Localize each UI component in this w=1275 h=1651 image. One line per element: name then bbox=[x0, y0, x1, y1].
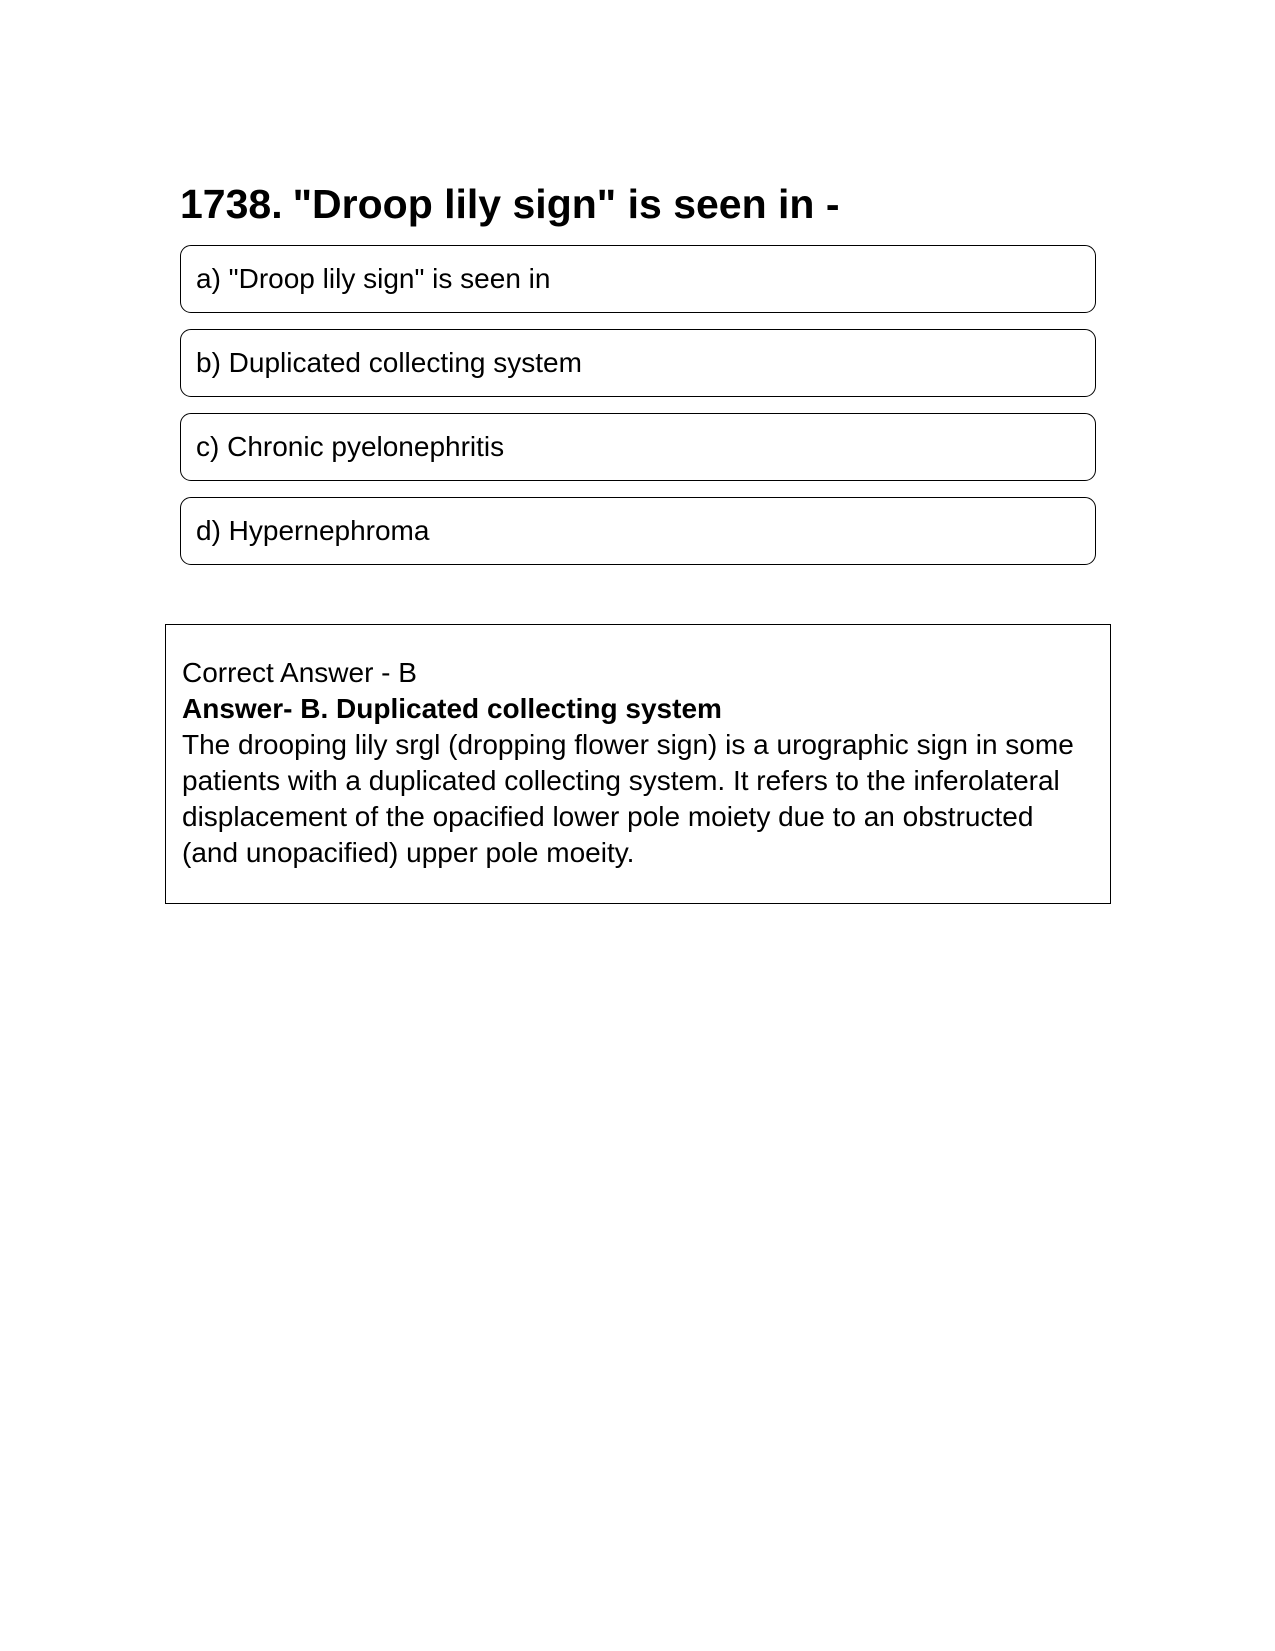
option-d[interactable]: d) Hypernephroma bbox=[180, 497, 1096, 565]
question-number: 1738. bbox=[180, 181, 283, 227]
option-c[interactable]: c) Chronic pyelonephritis bbox=[180, 413, 1096, 481]
answer-heading: Answer- B. Duplicated collecting system bbox=[182, 693, 722, 724]
correct-answer-line: Correct Answer - B bbox=[182, 657, 417, 688]
answer-explanation: The drooping lily srgl (dropping flower sign) is a urographic sign in some patients with a duplicated collecting system. It refers to the inferolateral displacement of the opacified lower pole moiety due to an obstructed (and unopacified) upper pole moeity. bbox=[182, 729, 1074, 868]
question-title bbox=[180, 178, 840, 230]
option-a[interactable]: a) "Droop lily sign" is seen in bbox=[180, 245, 1096, 313]
option-b[interactable]: b) Duplicated collecting system bbox=[180, 329, 1096, 397]
question-text: "Droop lily sign" is seen in - bbox=[292, 181, 840, 227]
answer-box bbox=[165, 624, 1111, 904]
